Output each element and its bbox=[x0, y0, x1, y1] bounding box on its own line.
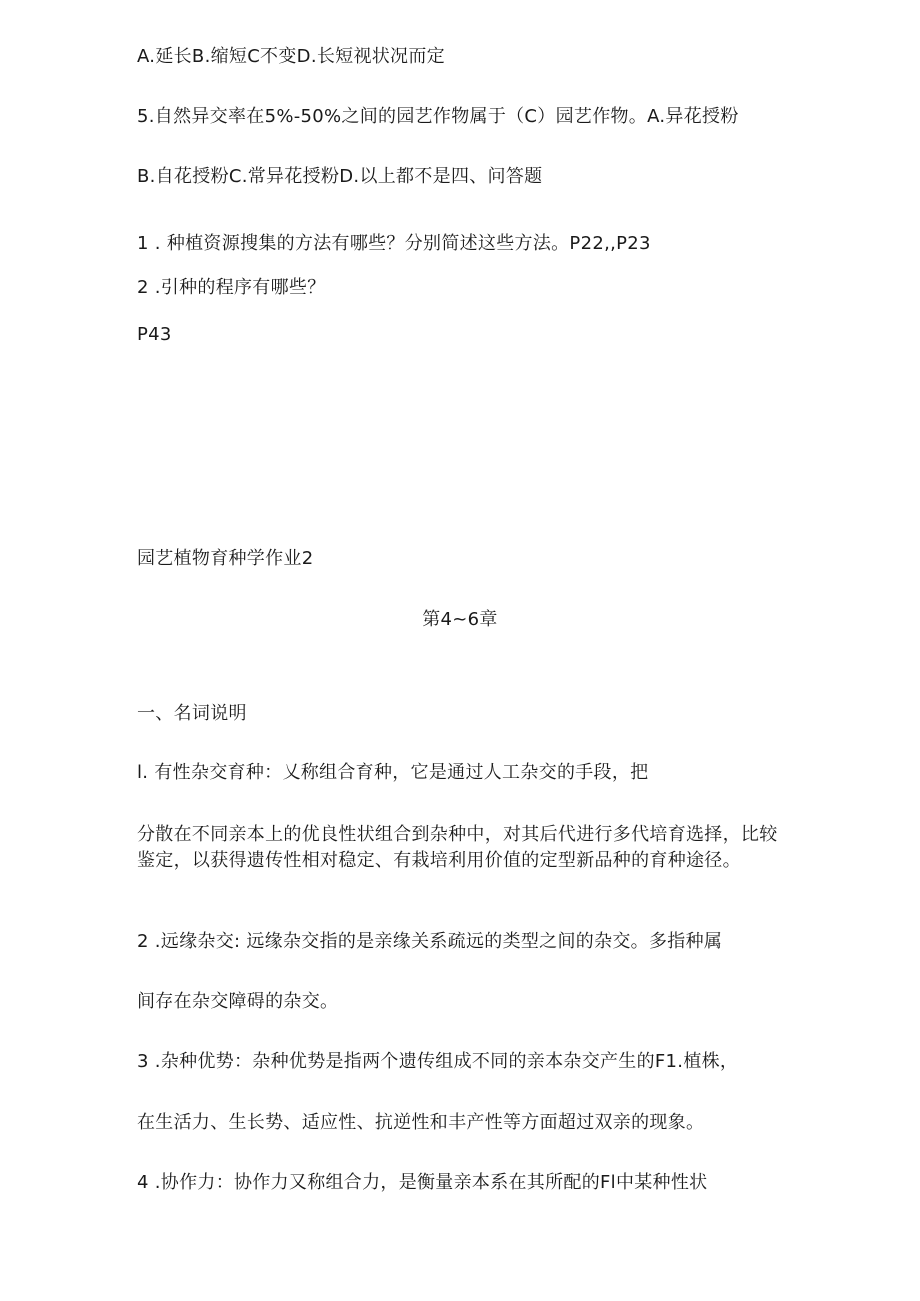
term-4-line-1: 4 .协作力：协作力又称组合力，是衡量亲本系在其所配的Fl中某种性状 bbox=[137, 1172, 708, 1193]
homework-title: 园艺植物育种学作业2 bbox=[137, 548, 314, 569]
term-3-line-2: 在生活力、生长势、适应性、抗逆性和丰产性等方面超过双亲的现象。 bbox=[137, 1112, 705, 1133]
term-3-line-1: 3 .杂种优势：杂种优势是指两个遗传组成不同的亲本杂交产生的F1.植株， bbox=[137, 1051, 739, 1072]
term-1-paragraph: 分散在不同亲本上的优良性状组合到杂种中，对其后代进行多代培育选择，比较鉴定，以获得遗传性相对稳定、有栽培利用价值的定型新品种的育种途径。 bbox=[137, 824, 778, 871]
qa-question-2-answer: P43 bbox=[137, 324, 172, 345]
question-5-options: B.自花授粉C.常异花授粉D.以上都不是四、问答题 bbox=[137, 166, 543, 187]
qa-question-1: 1 . 种植资源搜集的方法有哪些？分别简述这些方法。P22,,P23 bbox=[137, 233, 651, 254]
term-2-line-2: 间存在杂交障碍的杂交。 bbox=[137, 991, 339, 1012]
chapter-heading: 第4~6章 bbox=[422, 609, 498, 630]
term-2-line-1: 2 .远缘杂交: 远缘杂交指的是亲缘关系疏远的类型之间的杂交。多指种属 bbox=[137, 931, 723, 952]
qa-question-2: 2 .引种的程序有哪些？ bbox=[137, 277, 326, 298]
term-1-line-1: l. 有性杂交育种：乂称组合育种，它是通过人工杂交的手段，把 bbox=[137, 762, 649, 783]
question-4-options: A.延长B.缩短C不变D.长短视状况而定 bbox=[137, 46, 445, 67]
question-5-text: 5.自然异交率在5%-50%之间的园艺作物属于（C）园艺作物。A.异花授粉 bbox=[137, 106, 739, 127]
section-heading: 一、名词说明 bbox=[137, 703, 247, 724]
